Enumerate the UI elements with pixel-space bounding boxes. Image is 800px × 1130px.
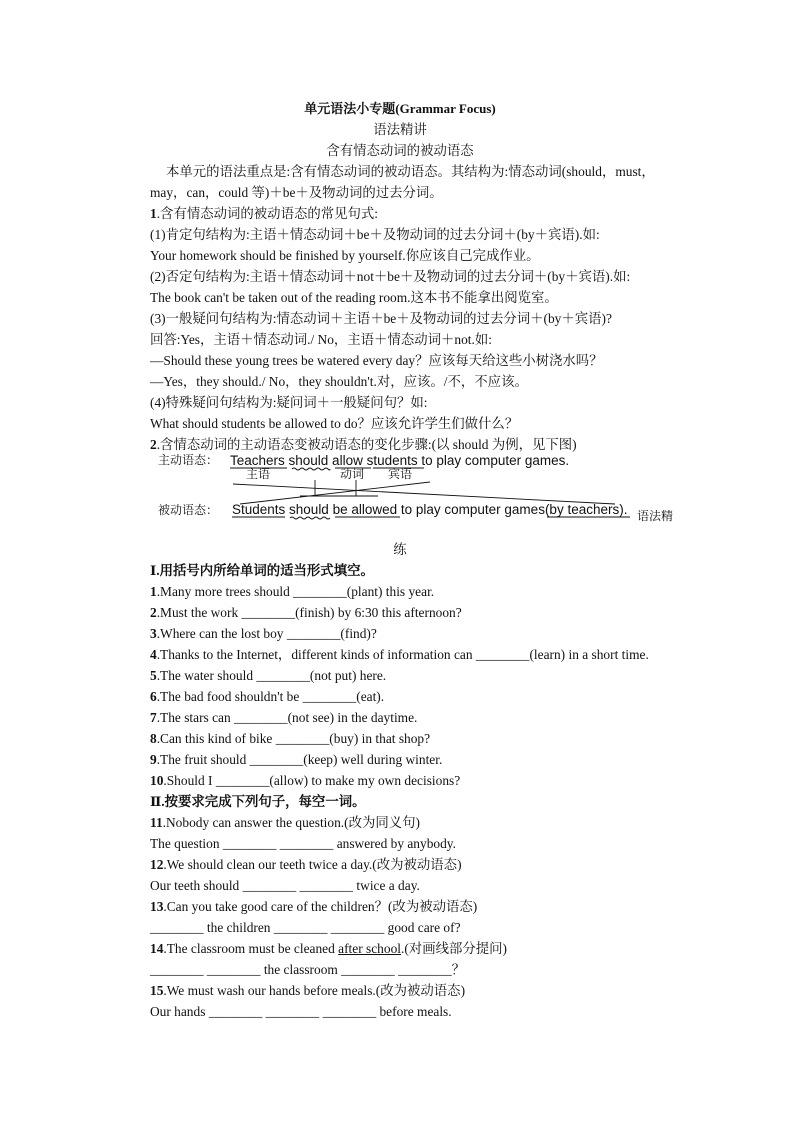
item-number: 2 xyxy=(150,605,157,620)
item-text: .Can this kind of bike ________(buy) in that shop? xyxy=(156,731,431,746)
pattern-affirmative-example: Your homework should be finished by yourself.你应该自己完成作业。 xyxy=(150,248,540,263)
exercise-2-question xyxy=(150,857,462,873)
patterns-heading-text: .含有情态动词的被动语态的常见句式: xyxy=(156,206,379,221)
diagram-trailing-text: 语法精 xyxy=(637,509,674,523)
passive-voice-label: 被动语态： xyxy=(158,503,219,517)
exercise-1-heading: Ⅰ.用括号内所给单词的适当形式填空。 xyxy=(150,563,374,578)
item-text: .Thanks to the Internet，different kinds of information can ________(learn) in a short time. xyxy=(156,647,649,662)
topic-heading: 含有情态动词的被动语态 xyxy=(326,143,474,158)
exercise-2-question xyxy=(150,899,477,915)
exercise-1-item xyxy=(150,752,442,768)
item-number: 9 xyxy=(150,752,157,767)
steps-heading-text: .含情态动词的主动语态变被动语态的变化步骤:(以 should 为例，见下图) xyxy=(156,437,577,452)
exercise-2-answer: ________ ________ the classroom ________ ________？ xyxy=(150,962,466,977)
item-number: 3 xyxy=(150,626,157,641)
item-text: .The classroom must be cleaned xyxy=(163,941,339,956)
label-verb: 动词 xyxy=(340,467,365,481)
section-heading: 语法精讲 xyxy=(373,122,427,137)
item-text: .The stars can ________(not see) in the daytime. xyxy=(156,710,418,725)
item-text: .The fruit should ________(keep) well during winter. xyxy=(156,752,443,767)
item-number: 4 xyxy=(150,647,157,662)
document-title: 单元语法小专题(Grammar Focus) xyxy=(304,101,496,116)
exercise-1-item xyxy=(150,584,434,600)
passive-voice-sentence: Students should be allowed to play computer games(by teachers). xyxy=(232,502,628,517)
item-number: 12 xyxy=(150,857,164,872)
diagram-trailing-wrap: 练 xyxy=(393,542,407,557)
item-number: 6 xyxy=(150,689,157,704)
pattern-wh-example: What should students be allowed to do？应该允许学生们做什么？ xyxy=(150,416,519,431)
exercise-2-question xyxy=(150,983,465,999)
patterns-heading-number: 1 xyxy=(150,206,157,221)
item-number: 15 xyxy=(150,983,164,998)
item-text: .Must the work ________(finish) by 6:30 this afternoon? xyxy=(156,605,462,620)
item-number: 7 xyxy=(150,710,157,725)
item-number: 10 xyxy=(150,773,164,788)
item-text: .Can you take good care of the children？(改为被动语态) xyxy=(163,899,478,914)
exercise-2-heading: Ⅱ.按要求完成下列句子，每空一词。 xyxy=(150,794,366,809)
exercise-2-answer: The question ________ ________ answered by anybody. xyxy=(150,836,456,851)
item-text: .Nobody can answer the question.(改为同义句) xyxy=(162,815,421,830)
intro-line-1: 本单元的语法重点是:含有情态动词的被动语态。其结构为:情态动词(should，must， xyxy=(166,164,655,179)
exercise-2-answer: Our teeth should ________ ________ twice a day. xyxy=(150,878,420,893)
item-text: .Should I ________(allow) to make my own decisions? xyxy=(163,773,461,788)
item-number: 5 xyxy=(150,668,157,683)
item-text: .The bad food shouldn't be ________(eat). xyxy=(156,689,385,704)
label-subject: 主语 xyxy=(246,467,271,481)
exercise-2-question xyxy=(150,941,507,957)
item-instruction: .(对画线部分提问) xyxy=(401,941,507,956)
intro-line-2: may，can，could 等)＋be＋及物动词的过去分词。 xyxy=(150,185,443,200)
pattern-yes-no-answer: 回答:Yes，主语＋情态动词./ No，主语＋情态动词＋not.如: xyxy=(150,332,492,347)
item-number: 11 xyxy=(150,815,163,830)
pattern-yes-no-example-q: —Should these young trees be watered every day？应该每天给这些小树浇水吗？ xyxy=(150,353,603,368)
exercise-1-item xyxy=(150,605,462,621)
item-number: 14 xyxy=(150,941,164,956)
steps-heading-number: 2 xyxy=(150,437,157,452)
item-text: .We should clean our teeth twice a day.(改为被动语态) xyxy=(163,857,462,872)
voice-transformation-diagram xyxy=(0,450,800,530)
exercise-2-answer: Our hands ________ ________ ________ before meals. xyxy=(150,1004,452,1019)
pattern-negative-example: The book can't be taken out of the reading room.这本书不能拿出阅览室。 xyxy=(150,290,558,305)
item-number: 8 xyxy=(150,731,157,746)
pattern-yes-no-question: (3)一般疑问句结构为:情态动词＋主语＋be＋及物动词的过去分词＋(by＋宾语)? xyxy=(150,311,612,326)
pattern-wh-question: (4)特殊疑问句结构为:疑问词＋一般疑问句？如: xyxy=(150,395,428,410)
pattern-yes-no-example-a: —Yes，they should./ No，they shouldn't.对，应该。/不，不应该。 xyxy=(150,374,528,389)
pattern-negative: (2)否定句结构为:主语＋情态动词＋not＋be＋及物动词的过去分词＋(by＋宾语).如: xyxy=(150,269,631,284)
item-text: .Many more trees should ________(plant) this year. xyxy=(156,584,435,599)
label-object: 宾语 xyxy=(388,467,413,481)
exercise-2-question xyxy=(150,815,420,831)
exercise-1-item xyxy=(150,731,430,747)
exercise-2-answer: ________ the children ________ ________ good care of? xyxy=(150,920,461,935)
exercise-1-item xyxy=(150,710,417,726)
exercise-1-item xyxy=(150,626,377,642)
exercise-1-item xyxy=(150,668,386,684)
item-number: 13 xyxy=(150,899,164,914)
item-text: .The water should ________(not put) here. xyxy=(156,668,387,683)
item-text: .We must wash our hands before meals.(改为被动语态) xyxy=(163,983,466,998)
patterns-heading xyxy=(150,206,378,222)
item-number: 1 xyxy=(150,584,157,599)
active-voice-sentence: Teachers should allow students to play computer games. xyxy=(230,453,570,468)
exercise-1-item xyxy=(150,773,460,789)
underlined-phrase: after school xyxy=(338,941,401,956)
item-text: .Where can the lost boy ________(find)? xyxy=(156,626,377,641)
active-voice-label: 主动语态： xyxy=(158,453,219,467)
exercise-1-item xyxy=(150,647,649,663)
exercise-1-item xyxy=(150,689,384,705)
pattern-affirmative: (1)肯定句结构为:主语＋情态动词＋be＋及物动词的过去分词＋(by＋宾语).如: xyxy=(150,227,600,242)
